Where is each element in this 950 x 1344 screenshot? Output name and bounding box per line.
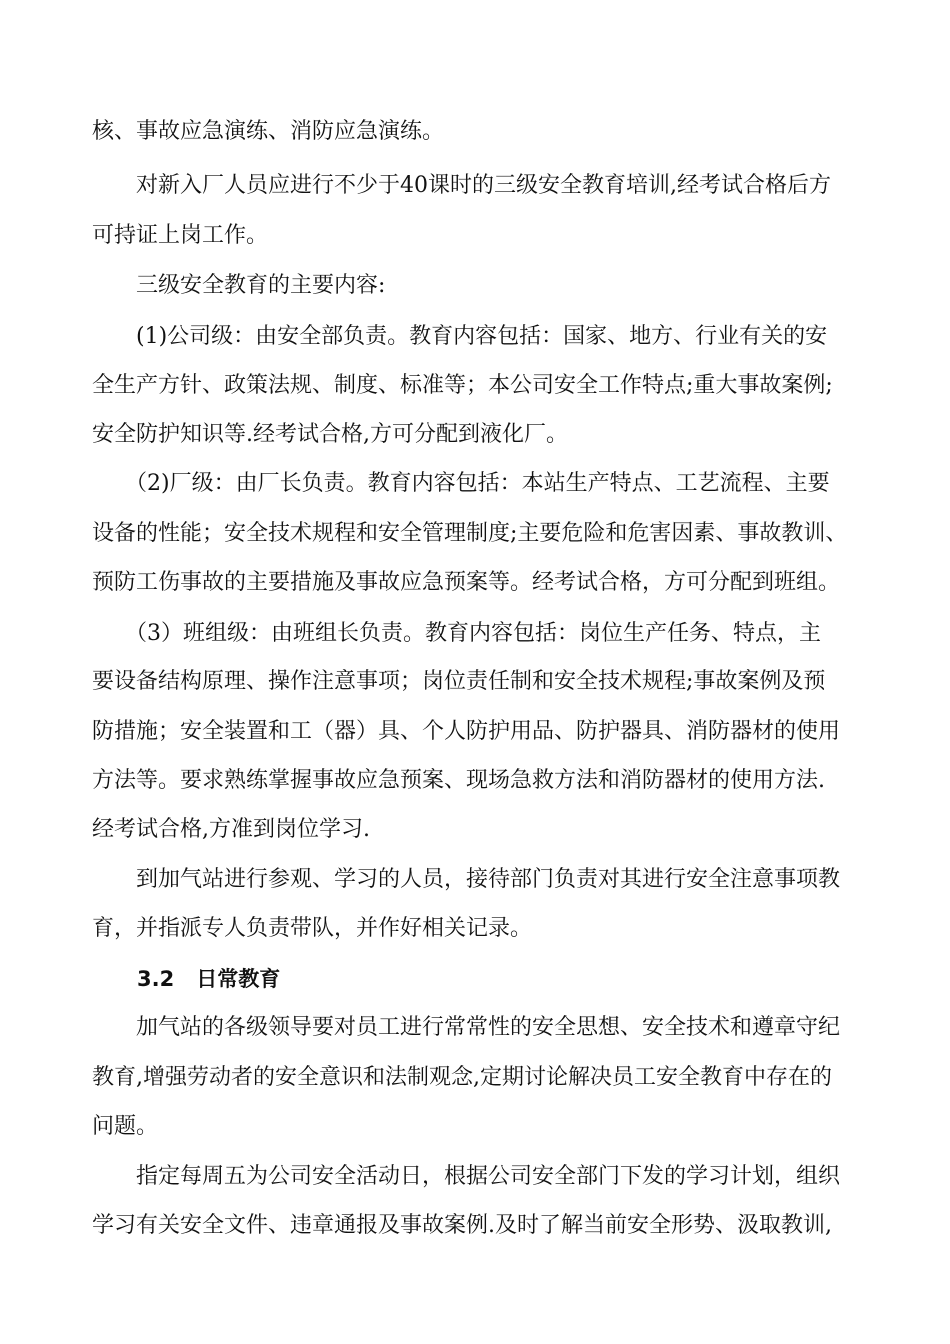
text-line: 设备的性能；安全技术规程和安全管理制度;主要危险和危害因素、事故教训、 bbox=[92, 521, 848, 546]
text-line: 教育,增强劳动者的安全意识和法制观念,定期讨论解决员工安全教育中存在的 bbox=[92, 1065, 832, 1090]
text-line: 要设备结构原理、操作注意事项；岗位责任制和安全技术规程;事故案例及预 bbox=[92, 669, 826, 694]
text-line: 可持证上岗工作。 bbox=[92, 223, 269, 248]
text-line: 育，并指派专人负责带队，并作好相关记录。 bbox=[92, 916, 533, 941]
text-line: 经考试合格,方准到岗位学习. bbox=[92, 817, 370, 842]
text-line: 方法等。要求熟练掌握事故应急预案、现场急救方法和消防器材的使用方法. bbox=[92, 768, 825, 793]
text-line: 全生产方针、政策法规、制度、标准等；本公司安全工作特点;重大事故案例; bbox=[92, 373, 833, 398]
text-line: （2)厂级：由厂长负责。教育内容包括：本站生产特点、工艺流程、主要 bbox=[92, 471, 830, 496]
text-line: 加气站的各级领导要对员工进行常常性的安全思想、安全技术和遵章守纪 bbox=[92, 1015, 841, 1040]
text-line: 核、事故应急演练、消防应急演练。 bbox=[92, 119, 445, 144]
text-line: 指定每周五为公司安全活动日，根据公司安全部门下发的学习计划，组织 bbox=[92, 1164, 841, 1189]
text-line: (1)公司级：由安全部负责。教育内容包括：国家、地方、行业有关的安 bbox=[92, 324, 828, 349]
section-heading bbox=[137, 962, 280, 996]
text-line: 到加气站进行参观、学习的人员，接待部门负责对其进行安全注意事项教 bbox=[92, 867, 841, 892]
text-line: 学习有关安全文件、违章通报及事故案例.及时了解当前安全形势、汲取教训, bbox=[92, 1213, 832, 1238]
section-number: 3.2 bbox=[137, 967, 175, 991]
text-line: 防措施；安全装置和工（器）具、个人防护用品、防护器具、消防器材的使用 bbox=[92, 719, 841, 744]
text-line: 预防工伤事故的主要措施及事故应急预案等。经考试合格，方可分配到班组。 bbox=[92, 570, 841, 595]
text-line: 对新入厂人员应进行不少于40课时的三级安全教育培训,经考试合格后方 bbox=[92, 173, 831, 198]
section-title: 日常教育 bbox=[196, 967, 281, 991]
text-line: 三级安全教育的主要内容: bbox=[92, 273, 386, 298]
text-line: 安全防护知识等.经考试合格,方可分配到液化厂。 bbox=[92, 422, 568, 447]
text-line: （3）班组级：由班组长负责。教育内容包括：岗位生产任务、特点，主 bbox=[92, 621, 821, 646]
text-line: 问题。 bbox=[92, 1114, 159, 1139]
